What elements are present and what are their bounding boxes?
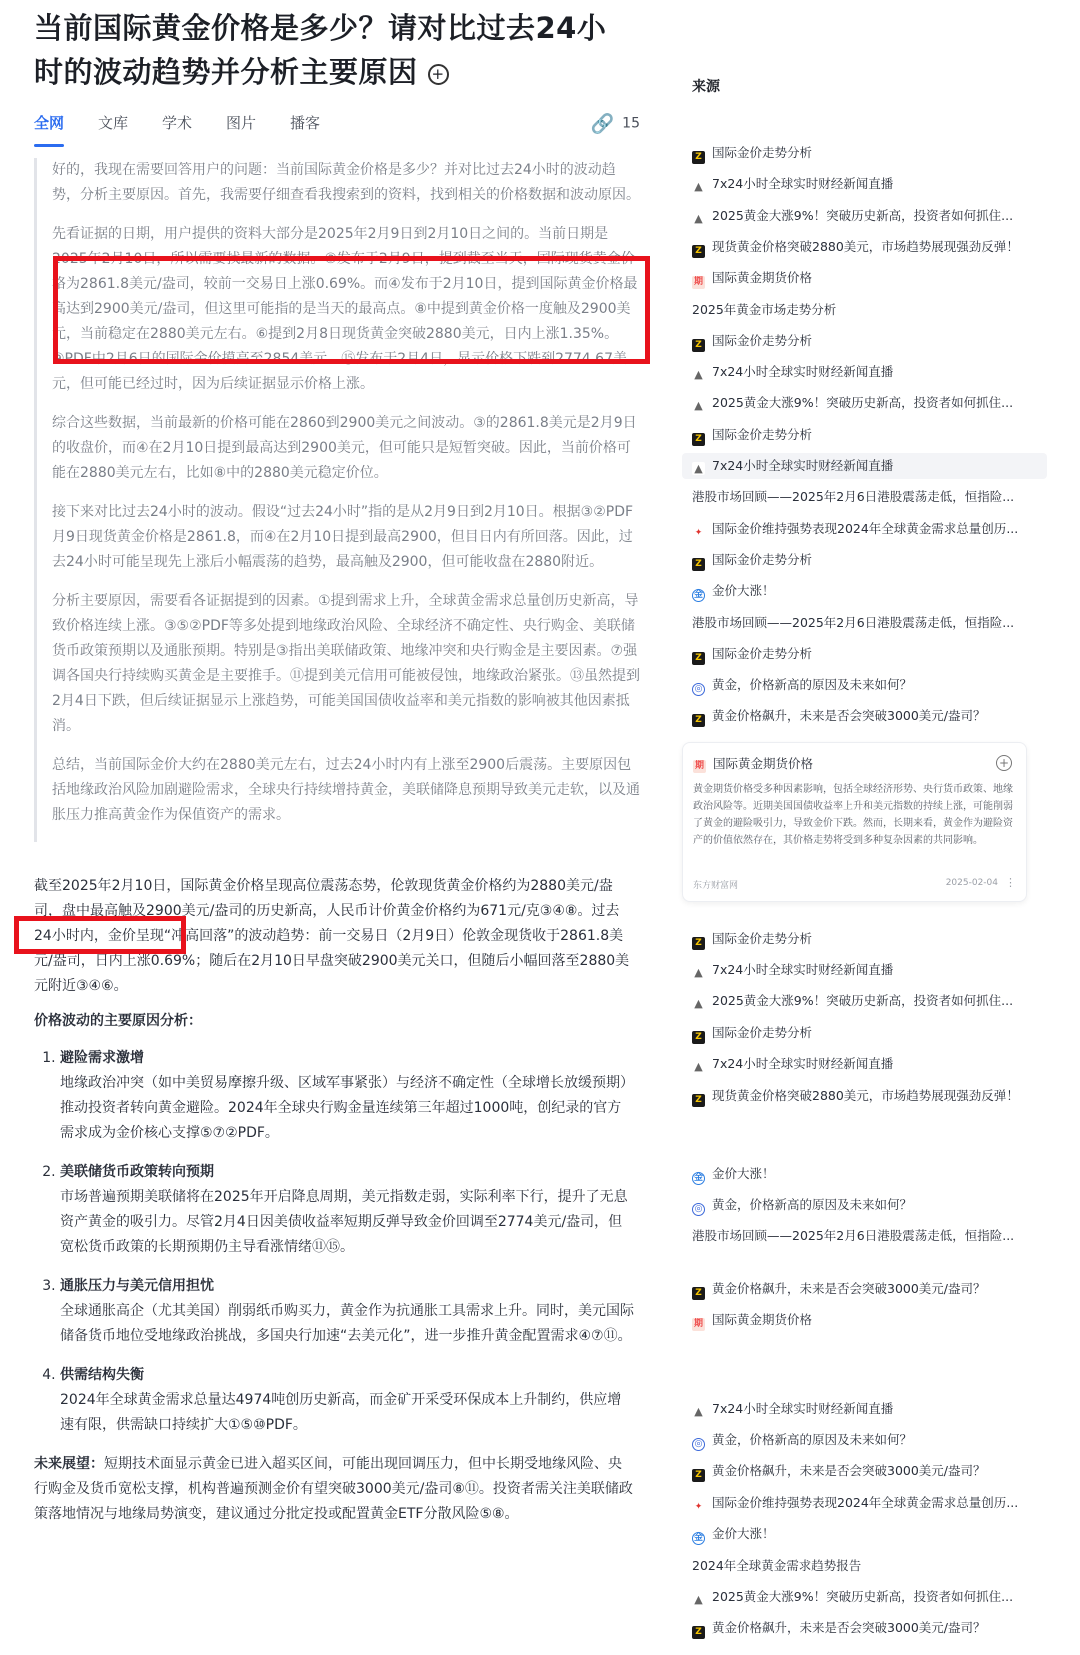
question-text: 当前国际黄金价格是多少？请对比过去24小时的波动趋势并分析主要原因 <box>34 11 607 89</box>
reason-title: 1. 避险需求激增 <box>60 1050 144 1066</box>
source-title: 2025黄金大涨9%！突破历史新高，投资者如何抓住... <box>712 1589 1014 1604</box>
source-item[interactable] <box>682 203 1047 229</box>
source-item[interactable] <box>682 1396 1047 1422</box>
source-title: 现货黄金价格突破2880美元，市场趋势展现强劲反弹！ <box>712 1088 1019 1103</box>
source-title: 港股市场回顾——2025年2月6日港股震荡走低，恒指险... <box>692 1228 1015 1243</box>
source-item[interactable] <box>682 641 1047 667</box>
source-item[interactable] <box>682 988 1047 1014</box>
source-title: 7x24小时全球实时财经新闻直播 <box>712 364 894 379</box>
reason-text: 全球通胀高企（尤其美国）削弱纸币购买力，黄金作为抗通胀工具需求上升。同时，美元国际储备货币地位受地缘政治挑战，多国央行加速“去美元化”，进一步推升黄金配置需求④⑦⑪。 <box>60 1303 634 1344</box>
gold-site-icon: Z <box>692 937 705 950</box>
source-item[interactable] <box>682 1276 1047 1302</box>
source-title: 2025黄金大涨9%！突破历史新高，投资者如何抓住... <box>712 208 1014 223</box>
reason-item <box>60 1274 634 1349</box>
source-title: 7x24小时全球实时财经新闻直播 <box>712 1056 894 1071</box>
source-item[interactable] <box>682 265 1047 291</box>
news-site-icon: ▲ <box>692 1593 705 1606</box>
source-item[interactable] <box>682 1427 1047 1453</box>
futures-icon: 期 <box>693 1319 703 1329</box>
news-site-icon: ▲ <box>692 212 705 225</box>
source-item[interactable] <box>682 1615 1047 1641</box>
tab-images[interactable]: 图片 <box>226 114 257 132</box>
source-item[interactable] <box>682 1553 1047 1579</box>
source-title: 国际金价走势分析 <box>712 1025 813 1040</box>
link-icon: 🔗 <box>590 113 615 135</box>
thinking-paragraph: 好的，我现在需要回答用户的问题：当前国际黄金价格是多少？并对比过去24小时的波动趋势，分析主要原因。首先，我需要仔细查看我搜索到的资料，找到相关的价格数据和波动原因。 <box>52 162 640 203</box>
source-title: 国际金价走势分析 <box>712 333 813 348</box>
gold-site-icon: Z <box>692 1626 705 1639</box>
source-title: 2025黄金大涨9%！突破历史新高，投资者如何抓住... <box>712 395 1014 410</box>
thinking-paragraph: 先看证据的日期，用户提供的资料大部分是2025年2月9日到2月10日之间的。当前日期是2025年2月10日，所以需要找最新的数据。③发布于2月9日，提到截至当天，国际现货黄金价格为2861.8美元/盎司，较前一交易日上涨0.69%。而④发布于2月10日，提到国际黄金价格最高达到2900美元/盎司，但这里可能指的是当天的最高点。⑧中提到黄金价格一度触及2900美元，当前稳定在2880美元左右。⑥提到2月8日现货黄金突破2880美元，日内上涨1.35%。⑨PDF中2月6日的国际金价摸高至2854美元。⑮发布于2月4日，显示价格下跌到2774.67美元，但可能已经过时，因为后续证据显示价格上涨。 <box>52 226 638 392</box>
news-site-icon: ▲ <box>692 1060 705 1073</box>
source-item[interactable] <box>682 1521 1047 1547</box>
news-site-icon: ▲ <box>692 180 705 193</box>
gold-news-icon: 金 <box>693 590 703 600</box>
gold-site-icon: Z <box>692 1469 705 1482</box>
source-title: 金价大涨！ <box>712 1526 775 1541</box>
source-title: 7x24小时全球实时财经新闻直播 <box>712 962 894 977</box>
source-item[interactable] <box>682 234 1047 260</box>
source-item[interactable] <box>682 1161 1047 1187</box>
source-title: 港股市场回顾——2025年2月6日港股震荡走低，恒指险... <box>692 615 1015 630</box>
answer-intro: 截至2025年2月10日，国际黄金价格呈现高位震荡态势，伦敦现货黄金价格约为2880美元/盎司，盘中最高触及2900美元/盎司的历史新高，人民币计价黄金价格约为671元/克③④⑧。过去24小时内，金价呈现“冲高回落”的波动趋势：前一交易日（2月9日）伦敦金现货收于2861.8美元/盎司，日内上涨0.69%；随后在2月10日早盘突破2900美元关口，但随后小幅回落至2880美元附近③④⑥。 <box>34 878 630 994</box>
source-item[interactable] <box>682 957 1047 983</box>
gold-site-icon: Z <box>692 558 705 571</box>
globe-icon: ◎ <box>692 683 705 696</box>
card-source: 东方财富网 <box>693 881 739 891</box>
source-item[interactable] <box>682 547 1047 573</box>
tab-all[interactable]: 全网 <box>34 114 65 132</box>
reason-item <box>60 1160 634 1260</box>
news-site-icon: ▲ <box>692 997 705 1010</box>
answer-block <box>34 874 634 1537</box>
source-title: 国际黄金期货价格 <box>712 270 813 285</box>
reason-text: 地缘政治冲突（如中美贸易摩擦升级、区域军事紧张）与经济不确定性（全球增长放缓预期）推动投资者转向黄金避险。2024年全球央行购金量连续第三年超过1000吨，创纪录的官方需求成为金价核心支撑⑤⑦②PDF。 <box>60 1075 634 1141</box>
gold-site-icon: Z <box>692 1094 705 1107</box>
source-title: 国际金价走势分析 <box>712 552 813 567</box>
thinking-paragraph: 分析主要原因，需要看各证据提到的因素。①提到需求上升，全球黄金需求总量创历史新高，导致价格连续上涨。③⑤②PDF等多处提到地缘政治风险、全球经济不确定性、央行购金、美联储货币政策预期以及通胀预期。特别是③指出美联储政策、地缘冲突和央行购金是主要因素。⑦强调各国央行持续购买黄金是主要推手。⑪提到美元信用可能被侵蚀，地缘政治紧张。⑬虽然提到2月4日下跌，但后续证据显示上涨趋势，可能美国国债收益率和美元指数的影响被其他因素抵消。 <box>52 593 640 734</box>
reasons-heading: 价格波动的主要原因分析： <box>34 1013 202 1029</box>
source-title: 黄金价格飙升，未来是否会突破3000美元/盎司？ <box>712 1281 986 1296</box>
source-title: 黄金，价格新高的原因及未来如何？ <box>712 677 913 692</box>
source-item[interactable] <box>682 1192 1047 1218</box>
source-title: 2024年全球黄金需求趋势报告 <box>692 1558 862 1573</box>
source-title: 2025黄金大涨9%！突破历史新高，投资者如何抓住... <box>712 993 1014 1008</box>
source-item[interactable] <box>682 484 1047 510</box>
tab-podcast[interactable]: 播客 <box>290 114 321 132</box>
outlook-paragraph <box>34 1452 634 1527</box>
source-title: 国际金价走势分析 <box>712 931 813 946</box>
thinking-paragraph: 综合这些数据，当前最新的价格可能在2860到2900美元之间波动。③的2861.8美元是2月9日的收盘价，而④在2月10日提到最高达到2900美元，但可能只是短暂突破。因此，当前价格可能在2880美元左右，比如⑧中的2880美元稳定价位。 <box>52 415 637 481</box>
source-item[interactable] <box>682 703 1047 729</box>
news-site-icon: ▲ <box>692 368 705 381</box>
gold-site-icon: Z <box>692 151 705 164</box>
card-title <box>693 753 1016 775</box>
source-title: 金价大涨！ <box>712 583 775 598</box>
card-title-text: 国际黄金期货价格 <box>713 756 814 771</box>
news-site-icon: ▲ <box>692 966 705 979</box>
source-title: 金价大涨！ <box>712 1166 775 1181</box>
reason-text: 市场普遍预期美联储将在2025年开启降息周期，美元指数走弱，实际利率下行，提升了无息资产黄金的吸引力。尽管2月4日因美债收益率短期反弹导致金价回调至2774美元/盎司，但宽松货币政策的长期预期仍主导看涨情绪⑪⑮。 <box>60 1189 628 1255</box>
outlook-text: 短期技术面显示黄金已进入超买区间，可能出现回调压力，但中长期受地缘风险、央行购金及货币宽松支撑，机构普遍预测金价有望突破3000美元/盎司⑧⑪。投资者需关注美联储政策落地情况与地缘局势演变，建议通过分批定投或配置黄金ETF分散风险⑤⑧。 <box>34 1456 633 1522</box>
source-title: 黄金价格飙升，未来是否会突破3000美元/盎司？ <box>712 1463 986 1478</box>
add-icon[interactable]: + <box>996 755 1012 771</box>
source-item[interactable] <box>682 672 1047 698</box>
gold-site-icon: Z <box>692 433 705 446</box>
source-title: 黄金，价格新高的原因及未来如何？ <box>712 1432 913 1447</box>
source-item[interactable] <box>682 1490 1047 1516</box>
search-tabs <box>34 112 640 142</box>
add-icon[interactable]: + <box>428 64 449 85</box>
source-title: 2025年黄金市场走势分析 <box>692 302 837 317</box>
card-footer <box>693 878 1016 891</box>
source-item[interactable] <box>682 610 1047 636</box>
source-item[interactable] <box>682 1051 1047 1077</box>
news-site-icon: ▲ <box>692 399 705 412</box>
source-title: 国际金价维持强势表现2024年全球黄金需求总量创历... <box>712 1495 1019 1510</box>
highlight-box <box>14 916 186 954</box>
source-preview-card[interactable] <box>682 742 1027 902</box>
reason-text: 2024年全球黄金需求总量达4974吨创历史新高，而金矿开采受环保成本上升制约，供应增速有限，供需缺口持续扩大①⑤⑩PDF。 <box>60 1392 622 1433</box>
tab-academic[interactable]: 学术 <box>162 114 193 132</box>
gold-news-icon: 金 <box>693 1533 703 1543</box>
thinking-paragraph: 接下来对比过去24小时的波动。假设“过去24小时”指的是从2月9日到2月10日。根据③②PDF月9日现货黄金价格是2861.8，而④在2月10日提到最高2900，但目日内有所回落。因此，过去24小时可能呈现先上涨后小幅震荡的趋势，最高触及2900，但可能收盘在2880附近。 <box>52 504 634 570</box>
source-item[interactable] <box>682 422 1047 448</box>
active-tab-indicator <box>34 144 64 147</box>
more-icon[interactable]: ⋮ <box>1005 876 1016 889</box>
source-title: 7x24小时全球实时财经新闻直播 <box>712 1401 894 1416</box>
futures-icon: 期 <box>693 277 703 287</box>
source-title: 现货黄金价格突破2880美元，市场趋势展现强劲反弹！ <box>712 239 1019 254</box>
card-date: 2025-02-04 <box>945 878 998 888</box>
source-item[interactable] <box>682 1223 1047 1249</box>
source-title: 7x24小时全球实时财经新闻直播 <box>712 176 894 191</box>
highlight-box <box>53 256 650 364</box>
gold-site-icon: Z <box>692 245 705 258</box>
reason-title: 4. 供需结构失衡 <box>60 1367 144 1383</box>
source-item[interactable] <box>682 390 1047 416</box>
gold-site-icon: Z <box>692 339 705 352</box>
source-title: 国际黄金期货价格 <box>712 1312 813 1327</box>
gold-site-icon: Z <box>692 1287 705 1300</box>
gold-site-icon: Z <box>692 1031 705 1044</box>
source-item[interactable] <box>682 1083 1047 1109</box>
reason-title: 2. 美联储货币政策转向预期 <box>60 1164 214 1180</box>
sources-title: 来源 <box>692 79 720 95</box>
source-item[interactable] <box>682 1458 1047 1484</box>
source-title: 黄金价格飙升，未来是否会突破3000美元/盎司？ <box>712 1620 986 1635</box>
source-item[interactable] <box>682 453 1047 479</box>
source-item[interactable] <box>682 1307 1047 1333</box>
futures-icon: 期 <box>694 761 704 771</box>
reason-title: 3. 通胀压力与美元信用担忧 <box>60 1278 214 1294</box>
card-body: 黄金期货价格受多种因素影响，包括全球经济形势、央行货币政策、地缘政治风险等。近期美国国债收益率上升和美元指数的持续上涨，可能削弱了黄金的避险吸引力，导致金价下跌。然而，长期来看，黄金作为避险资产的价值依然存在，其价格走势将受到多种复杂因素的共同影响。 <box>693 784 1013 846</box>
gold-news-icon: 金 <box>693 1173 703 1183</box>
source-item[interactable] <box>682 516 1047 542</box>
outlook-label: 未来展望： <box>34 1456 104 1472</box>
reasons-list <box>34 1046 634 1438</box>
source-item[interactable] <box>682 140 1047 166</box>
globe-icon: ◎ <box>692 1203 705 1216</box>
source-title: 黄金，价格新高的原因及未来如何？ <box>712 1197 913 1212</box>
source-title: 国际金价走势分析 <box>712 145 813 160</box>
reason-item <box>60 1046 634 1146</box>
news-site-icon: ▲ <box>692 462 705 475</box>
globe-icon: ◎ <box>692 1438 705 1451</box>
reason-item <box>60 1363 634 1438</box>
sources-link-button[interactable] <box>591 112 641 135</box>
source-item[interactable] <box>682 926 1047 952</box>
question-title <box>34 6 634 94</box>
thinking-paragraph: 总结，当前国际金价大约在2880美元左右，过去24小时内有上涨至2900后震荡。主要原因包括地缘政治风险加剧避险需求，全球央行持续增持黄金，美联储降息预期导致美元走软，以及通胀压力推高黄金作为保值资产的需求。 <box>52 757 640 823</box>
link-count: 15 <box>622 115 640 132</box>
source-item[interactable] <box>682 578 1047 604</box>
source-item[interactable] <box>682 1020 1047 1046</box>
source-title: 国际金价走势分析 <box>712 646 813 661</box>
source-item[interactable] <box>682 1584 1047 1610</box>
source-title: 国际金价维持强势表现2024年全球黄金需求总量创历... <box>712 521 1019 536</box>
gold-site-icon: Z <box>692 714 705 727</box>
publisher-icon: ✦ <box>692 527 705 540</box>
source-title: 黄金价格飙升，未来是否会突破3000美元/盎司？ <box>712 708 986 723</box>
source-item[interactable] <box>682 359 1047 385</box>
source-title: 7x24小时全球实时财经新闻直播 <box>712 458 894 473</box>
source-item[interactable] <box>682 297 1047 323</box>
gold-site-icon: Z <box>692 652 705 665</box>
source-title: 国际金价走势分析 <box>712 427 813 442</box>
news-site-icon: ▲ <box>692 1405 705 1418</box>
source-item[interactable] <box>682 328 1047 354</box>
tab-library[interactable]: 文库 <box>98 114 129 132</box>
source-title: 港股市场回顾——2025年2月6日港股震荡走低，恒指险... <box>692 489 1015 504</box>
source-item[interactable] <box>682 171 1047 197</box>
publisher-icon: ✦ <box>692 1501 705 1514</box>
